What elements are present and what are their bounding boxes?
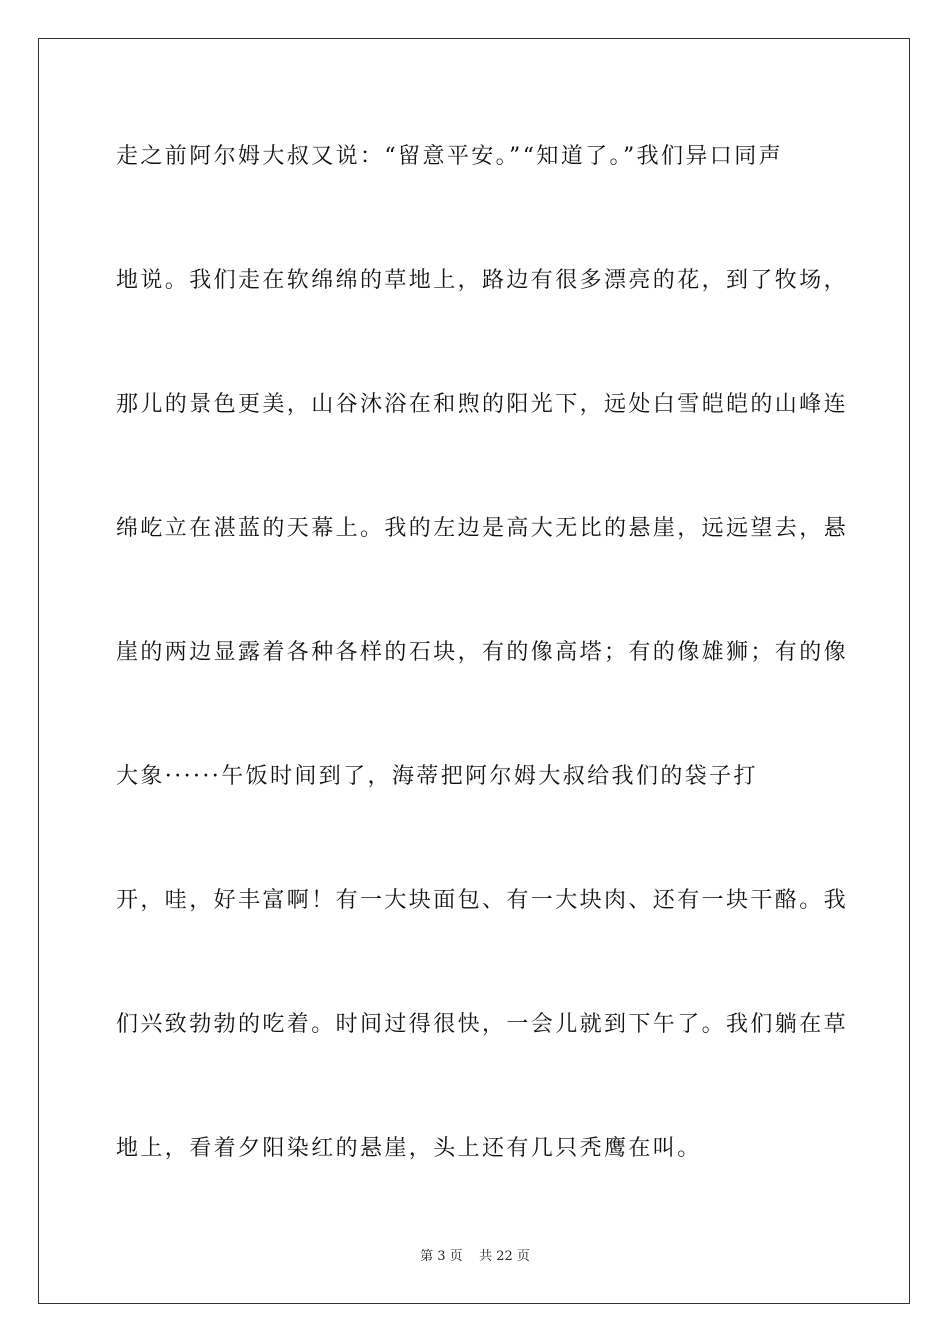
paragraph-line: 开，哇，好丰富啊！有一大块面包、有一大块肉、还有一块干酪。我 (116, 888, 849, 913)
paragraph-line: 地上，看着夕阳染红的悬崖，头上还有几只秃鹰在叫。 (116, 1136, 702, 1161)
paragraph-line: 崖的两边显露着各种各样的石块，有的像高塔；有的像雄狮；有的像 (116, 640, 849, 665)
paragraph-line: 那儿的景色更美，山谷沐浴在和煦的阳光下，远处白雪皑皑的山峰连 (116, 392, 849, 417)
page-border (38, 38, 910, 1304)
paragraph-line: 大象······午饭时间到了，海蒂把阿尔姆大叔给我们的袋子打 (116, 764, 758, 789)
page-number-footer: 第 3 页 共 22 页 (420, 1249, 530, 1264)
paragraph-line: 走之前阿尔姆大叔又说：“留意平安。”“知道了。”我们异口同声 (116, 144, 783, 169)
paragraph-line: 地说。我们走在软绵绵的草地上，路边有很多漂亮的花，到了牧场， (116, 268, 849, 293)
paragraph-line: 们兴致勃勃的吃着。时间过得很快，一会儿就到下午了。我们躺在草 (116, 1012, 849, 1037)
paragraph-line: 绵屹立在湛蓝的天幕上。我的左边是高大无比的悬崖，远远望去，悬 (116, 516, 849, 541)
